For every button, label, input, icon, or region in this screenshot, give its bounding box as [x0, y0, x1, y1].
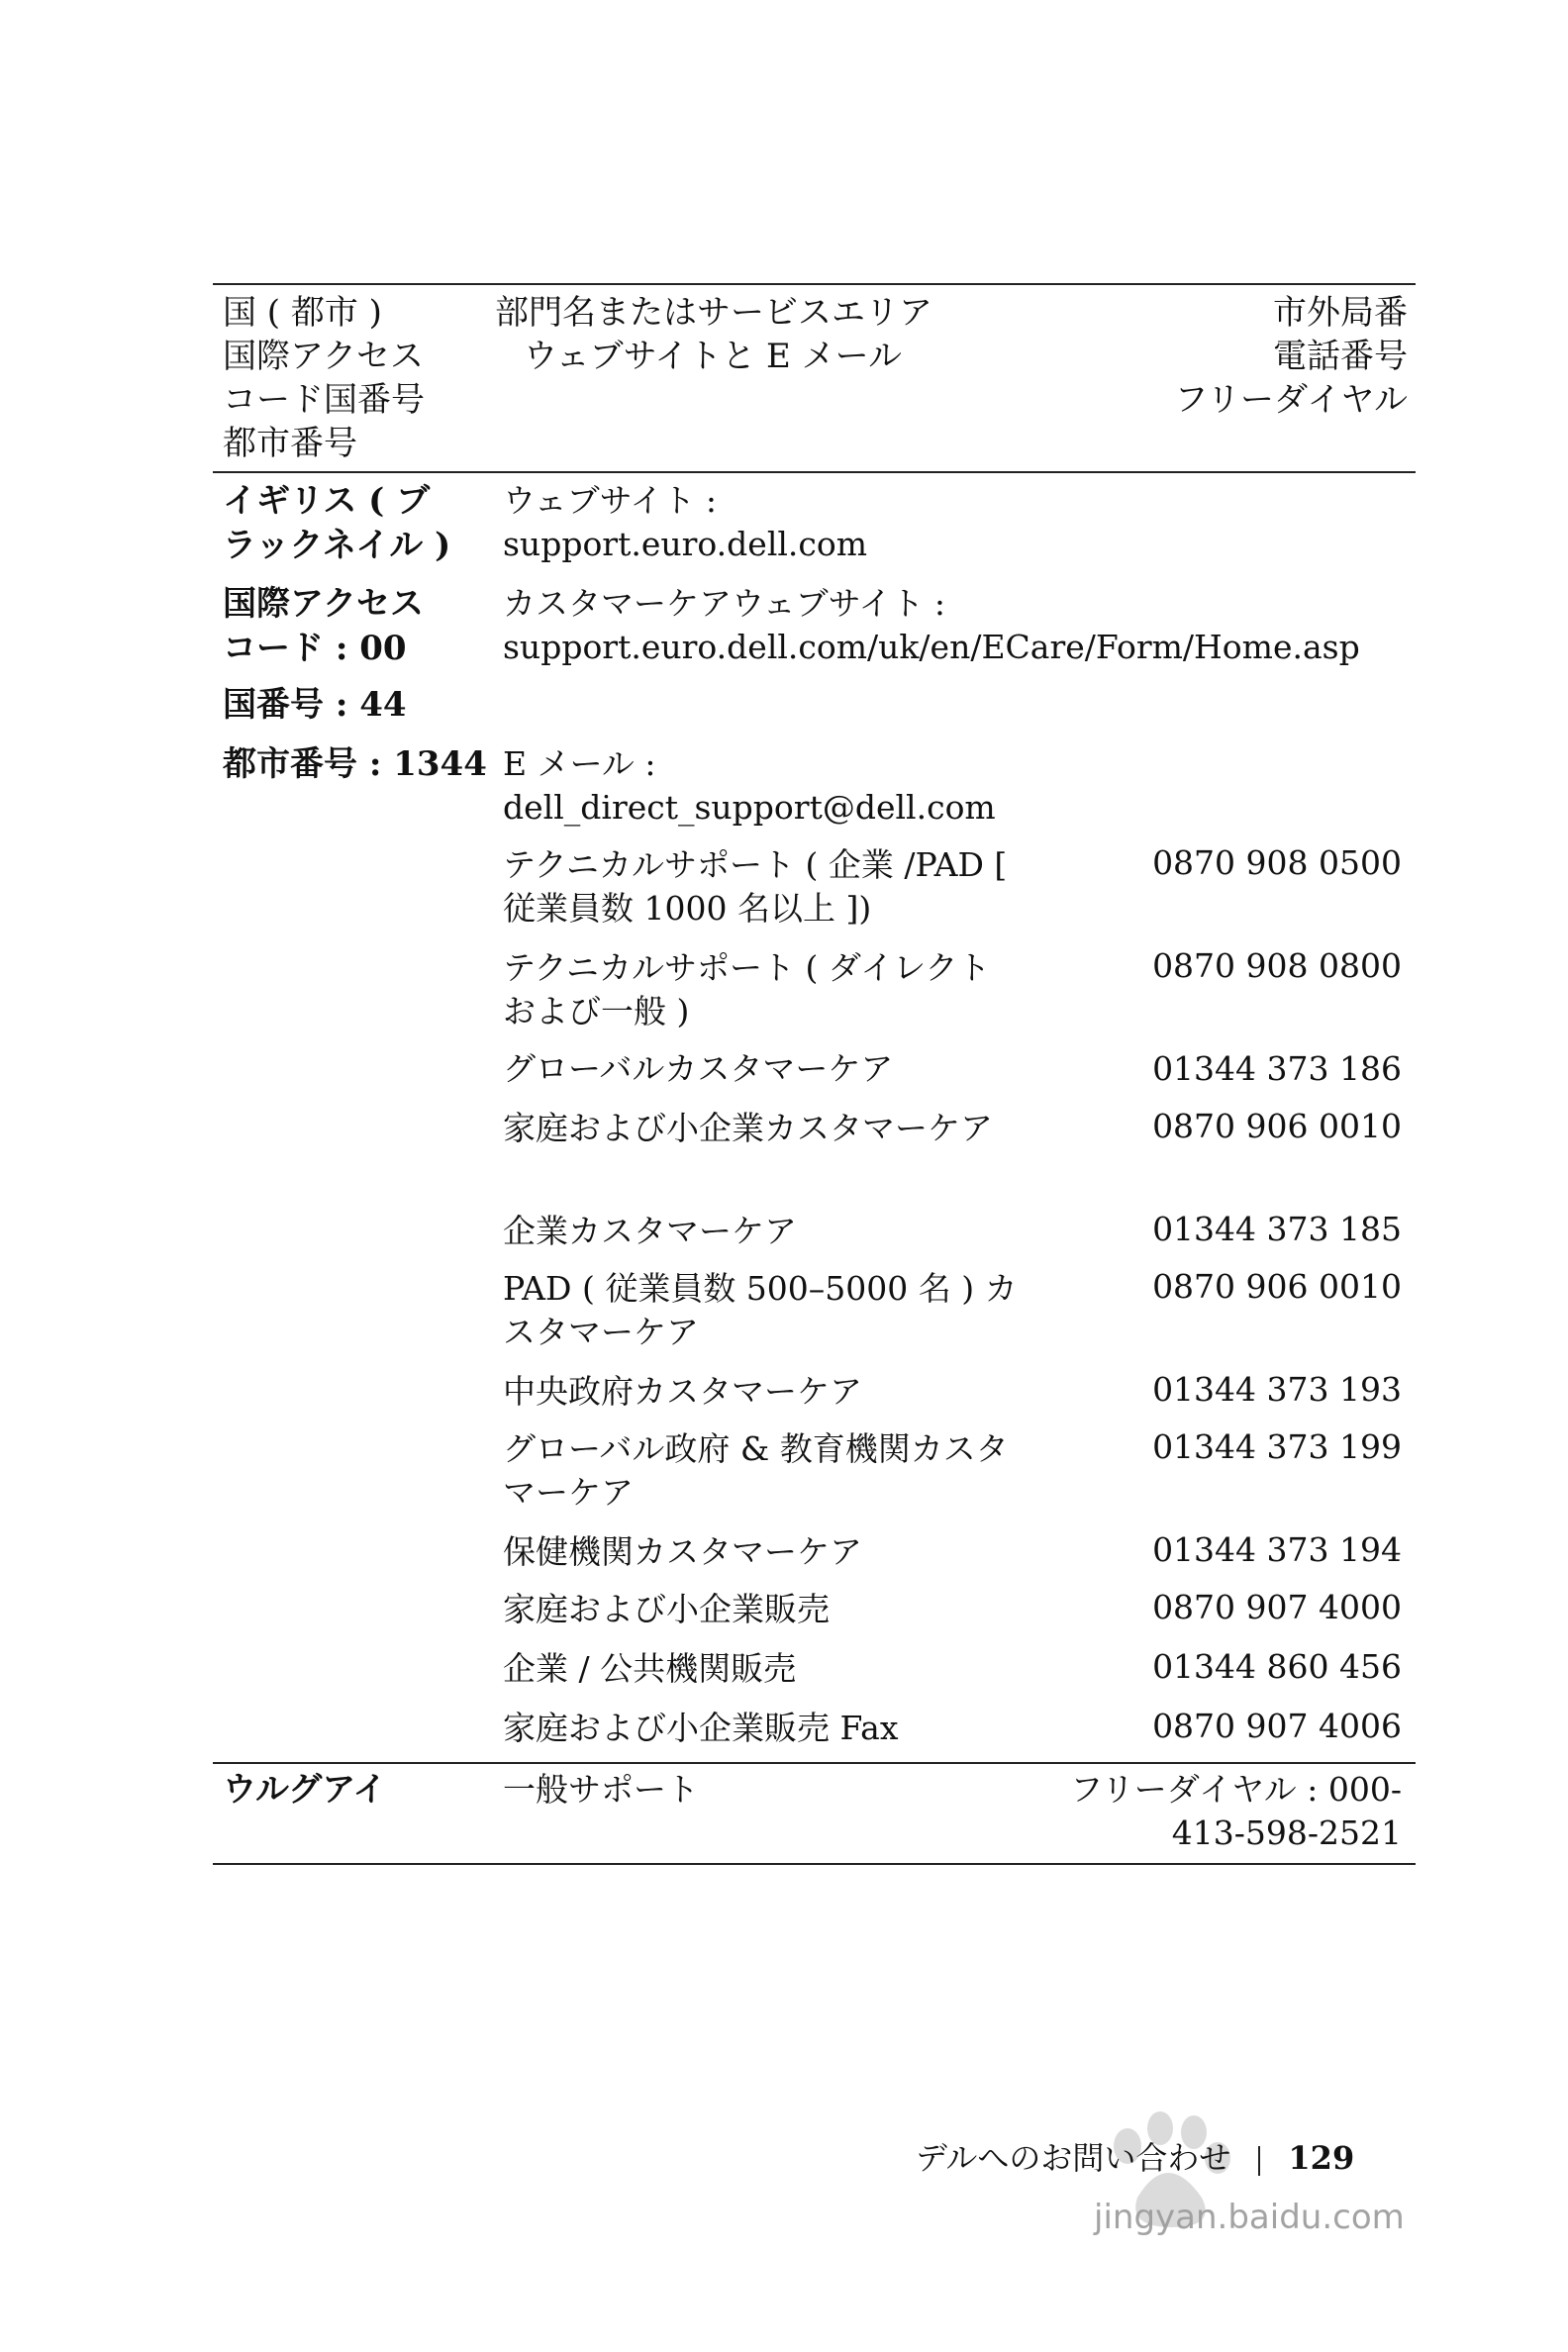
header-website-email-label: ウェブサイトと E メール [523, 337, 902, 376]
uk-customer-care-label: カスタマーケアウェブサイト : [503, 584, 945, 623]
uruguay-service-number [1070, 1768, 1402, 1855]
service-row [503, 1530, 1018, 1574]
uk-intl-access-line-1: 国際アクセス [223, 584, 424, 624]
uruguay-service-row [503, 1768, 1018, 1812]
uk-country-name [223, 479, 450, 568]
service-row [503, 1588, 1018, 1631]
service-row [503, 1370, 1018, 1414]
header-country-column [223, 291, 425, 465]
service-name: 家庭および小企業販売 Fax [503, 1709, 899, 1747]
header-service-label: 部門名またはサービスエリア [495, 293, 932, 333]
service-row [503, 1427, 1018, 1515]
service-row [503, 1647, 1018, 1691]
service-number: 0870 907 4000 [1152, 1588, 1402, 1626]
service-name: グローバル政府 & 教育機関カスタマーケア [503, 1429, 1009, 1512]
service-name: 企業 / 公共機関販売 [503, 1649, 797, 1688]
header-service-column [495, 291, 931, 378]
uk-website-entry [503, 479, 1295, 566]
uk-country-code: 国番号 : 44 [223, 685, 407, 725]
service-name: 保健機関カスタマーケア [503, 1532, 862, 1571]
service-name: 企業カスタマーケア [503, 1212, 797, 1250]
header-country-label: 国 ( 都市 ) [223, 293, 382, 333]
service-number: 0870 908 0500 [1152, 843, 1402, 882]
service-number: 0870 907 4006 [1152, 1707, 1402, 1745]
table-top-rule [213, 283, 1416, 285]
uk-customer-care-entry [503, 582, 1360, 669]
header-tollfree-label: フリーダイヤル [1174, 380, 1408, 420]
page-footer [916, 2138, 1354, 2178]
country-divider-rule [213, 1762, 1416, 1764]
service-name: グローバルカスタマーケア [503, 1049, 894, 1088]
header-country-code-label: コード国番号 [223, 380, 425, 420]
baidu-paw-watermark-icon [1043, 2089, 1469, 2267]
header-city-code-label: 都市番号 [223, 424, 357, 463]
uk-country-line-2: ラックネイル ) [223, 526, 451, 565]
uk-customer-care-link[interactable]: support.euro.dell.com/uk/en/ECare/Form/Home.asp [503, 628, 1360, 666]
uruguay-number-line-1: フリーダイヤル : 000- [1070, 1770, 1402, 1809]
uk-email-link[interactable]: dell_direct_support@dell.com [503, 788, 996, 827]
header-area-code-label: 市外局番 [1273, 293, 1408, 333]
service-name: PAD ( 従業員数 500–5000 名 ) カスタマーケア [503, 1269, 1018, 1351]
footer-separator [1258, 2146, 1260, 2176]
service-name: 家庭および小企業販売 [503, 1590, 830, 1628]
service-row [503, 1047, 1018, 1091]
uk-email-entry [503, 742, 1295, 830]
service-number: 0870 908 0800 [1152, 946, 1402, 985]
service-number: 01344 373 193 [1152, 1370, 1402, 1409]
service-row [503, 1210, 1018, 1253]
uk-intl-access-line-2: コード : 00 [223, 629, 407, 668]
uruguay-number-line-2: 413-598-2521 [1171, 1813, 1402, 1852]
footer-section-title: デルへのお問い合わせ [916, 2139, 1231, 2177]
header-bottom-rule [213, 471, 1416, 473]
uk-country-line-1: イギリス ( ブ [223, 481, 431, 521]
uk-city-code: 都市番号 : 1344 [223, 744, 487, 784]
table-bottom-rule [213, 1863, 1416, 1865]
service-row [503, 1267, 1018, 1354]
service-name: 中央政府カスタマーケア [503, 1372, 862, 1411]
uk-website-link[interactable]: support.euro.dell.com [503, 525, 868, 563]
service-row [503, 843, 1018, 931]
service-number: 01344 373 185 [1152, 1210, 1402, 1248]
service-number: 0870 906 0010 [1152, 1267, 1402, 1306]
uruguay-service-name: 一般サポート [503, 1770, 699, 1809]
page-number: 129 [1288, 2139, 1355, 2177]
service-number: 01344 373 194 [1152, 1530, 1402, 1569]
watermark-text: jingyan.baidu.com [1094, 2198, 1405, 2237]
header-intl-access-label: 国際アクセス [223, 337, 424, 376]
uruguay-country-name: ウルグアイ [223, 1770, 387, 1810]
service-row [503, 1707, 1018, 1750]
service-name: 家庭および小企業カスタマーケア [503, 1109, 993, 1147]
uk-email-label: E メール : [503, 744, 656, 783]
header-phone-label: 電話番号 [1273, 337, 1408, 376]
service-number: 0870 906 0010 [1152, 1107, 1402, 1145]
service-number: 01344 373 199 [1152, 1427, 1402, 1466]
header-number-column [1174, 291, 1408, 422]
uk-intl-access-code [223, 582, 424, 671]
service-row [503, 946, 1018, 1033]
service-name: テクニカルサポート ( 企業 /PAD [ 従業員数 1000 名以上 ]) [503, 845, 1008, 928]
service-name: テクニカルサポート ( ダイレクトおよび一般 ) [503, 948, 991, 1030]
uk-website-label: ウェブサイト : [503, 481, 717, 520]
service-row [503, 1107, 1018, 1150]
service-number: 01344 860 456 [1152, 1647, 1402, 1686]
service-number: 01344 373 186 [1152, 1049, 1402, 1088]
